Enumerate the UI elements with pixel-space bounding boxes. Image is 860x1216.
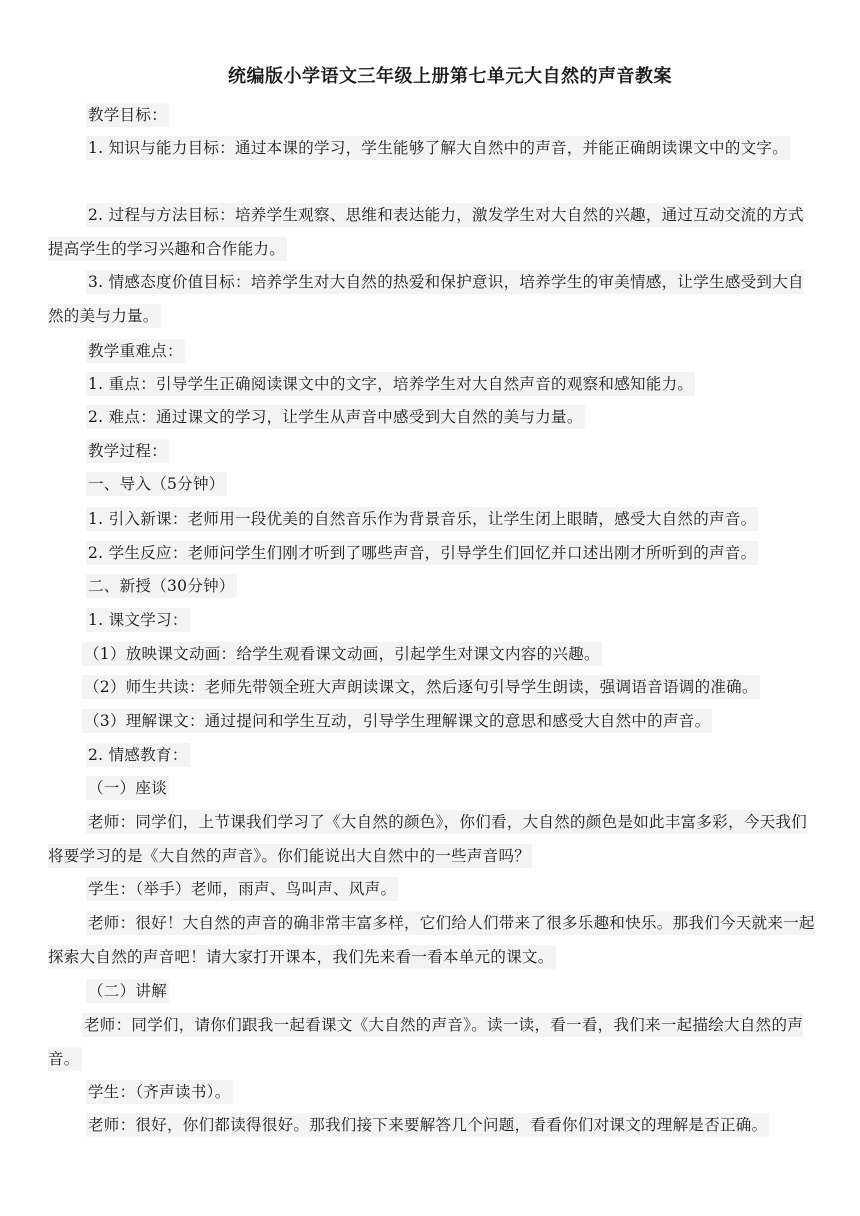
section-2-sub-3: （3）理解课文：通过提问和学生互动，引导学生理解课文的意思和感受大自然中的声音。: [48, 704, 816, 738]
dialog-teacher-4: 老师：很好，你们都读得很好。那我们接下来要解答几个问题，看看你们对课文的理解是否正确。: [48, 1108, 816, 1142]
dialog-teacher-2: 老师：很好！大自然的声音的确非常丰富多样，它们给人们带来了很多乐趣和快乐。那我们今天就来一起探索大自然的声音吧！请大家打开课本，我们先来看一看本单元的课文。: [48, 906, 816, 974]
section-2-sub-2: （2）师生共读：老师先带领全班大声朗读课文，然后逐句引导学生朗读，强调语音语调的准确。: [48, 670, 816, 704]
process-heading: 教学过程：: [48, 434, 816, 468]
key-heading: 教学重难点：: [48, 334, 816, 368]
section-2-heading: 二、新授（30分钟）: [48, 569, 816, 603]
dialog-student-1: 学生：（举手）老师，雨声、鸟叫声、风声。: [48, 872, 816, 906]
section-2-sub-1: （1）放映课文动画：给学生观看课文动画，引起学生对课文内容的兴趣。: [48, 637, 816, 671]
section-2-item-2: 2. 情感教育：: [48, 738, 816, 772]
dialog-teacher-1: 老师：同学们，上节课我们学习了《大自然的颜色》，你们看，大自然的颜色是如此丰富多彩，今天我们将要学习的是《大自然的声音》。你们能说出大自然中的一些声音吗？: [48, 805, 816, 873]
goal-3: 3. 情感态度价值目标：培养学生对大自然的热爱和保护意识，培养学生的审美情感，让学生感受到大自然的美与力量。: [48, 265, 816, 333]
page-title: 统编版小学语文三年级上册第七单元大自然的声音教案: [228, 66, 672, 87]
section-1-item-2: 2. 学生反应：老师问学生们刚才听到了哪些声音，引导学生们回忆并口述出刚才所听到的声音。: [48, 536, 816, 570]
dialog-teacher-3: 老师：同学们，请你们跟我一起看课文《大自然的声音》。读一读，看一看，我们来一起描绘大自然的声音。: [48, 1008, 816, 1076]
section-2-item-1: 1. 课文学习：: [48, 603, 816, 637]
section-1-item-1: 1. 引入新课：老师用一段优美的自然音乐作为背景音乐，让学生闭上眼睛，感受大自然的声音。: [48, 502, 816, 536]
section-1-heading: 一、导入（5分钟）: [48, 467, 816, 501]
part-1-heading: （一）座谈: [48, 771, 816, 805]
goals-heading: 教学目标：: [48, 98, 816, 132]
goal-1: 1. 知识与能力目标：通过本课的学习，学生能够了解大自然中的声音，并能正确朗读课文中的文字。: [48, 131, 816, 165]
part-2-heading: （二）讲解: [48, 974, 816, 1008]
goal-2: 2. 过程与方法目标：培养学生观察、思维和表达能力，激发学生对大自然的兴趣，通过互动交流的方式提高学生的学习兴趣和合作能力。: [48, 198, 816, 266]
dialog-student-2: 学生：（齐声读书）。: [48, 1075, 816, 1109]
key-1: 1. 重点：引导学生正确阅读课文中的文字，培养学生对大自然声音的观察和感知能力。: [48, 367, 816, 401]
key-2: 2. 难点：通过课文的学习，让学生从声音中感受到大自然的美与力量。: [48, 400, 816, 434]
